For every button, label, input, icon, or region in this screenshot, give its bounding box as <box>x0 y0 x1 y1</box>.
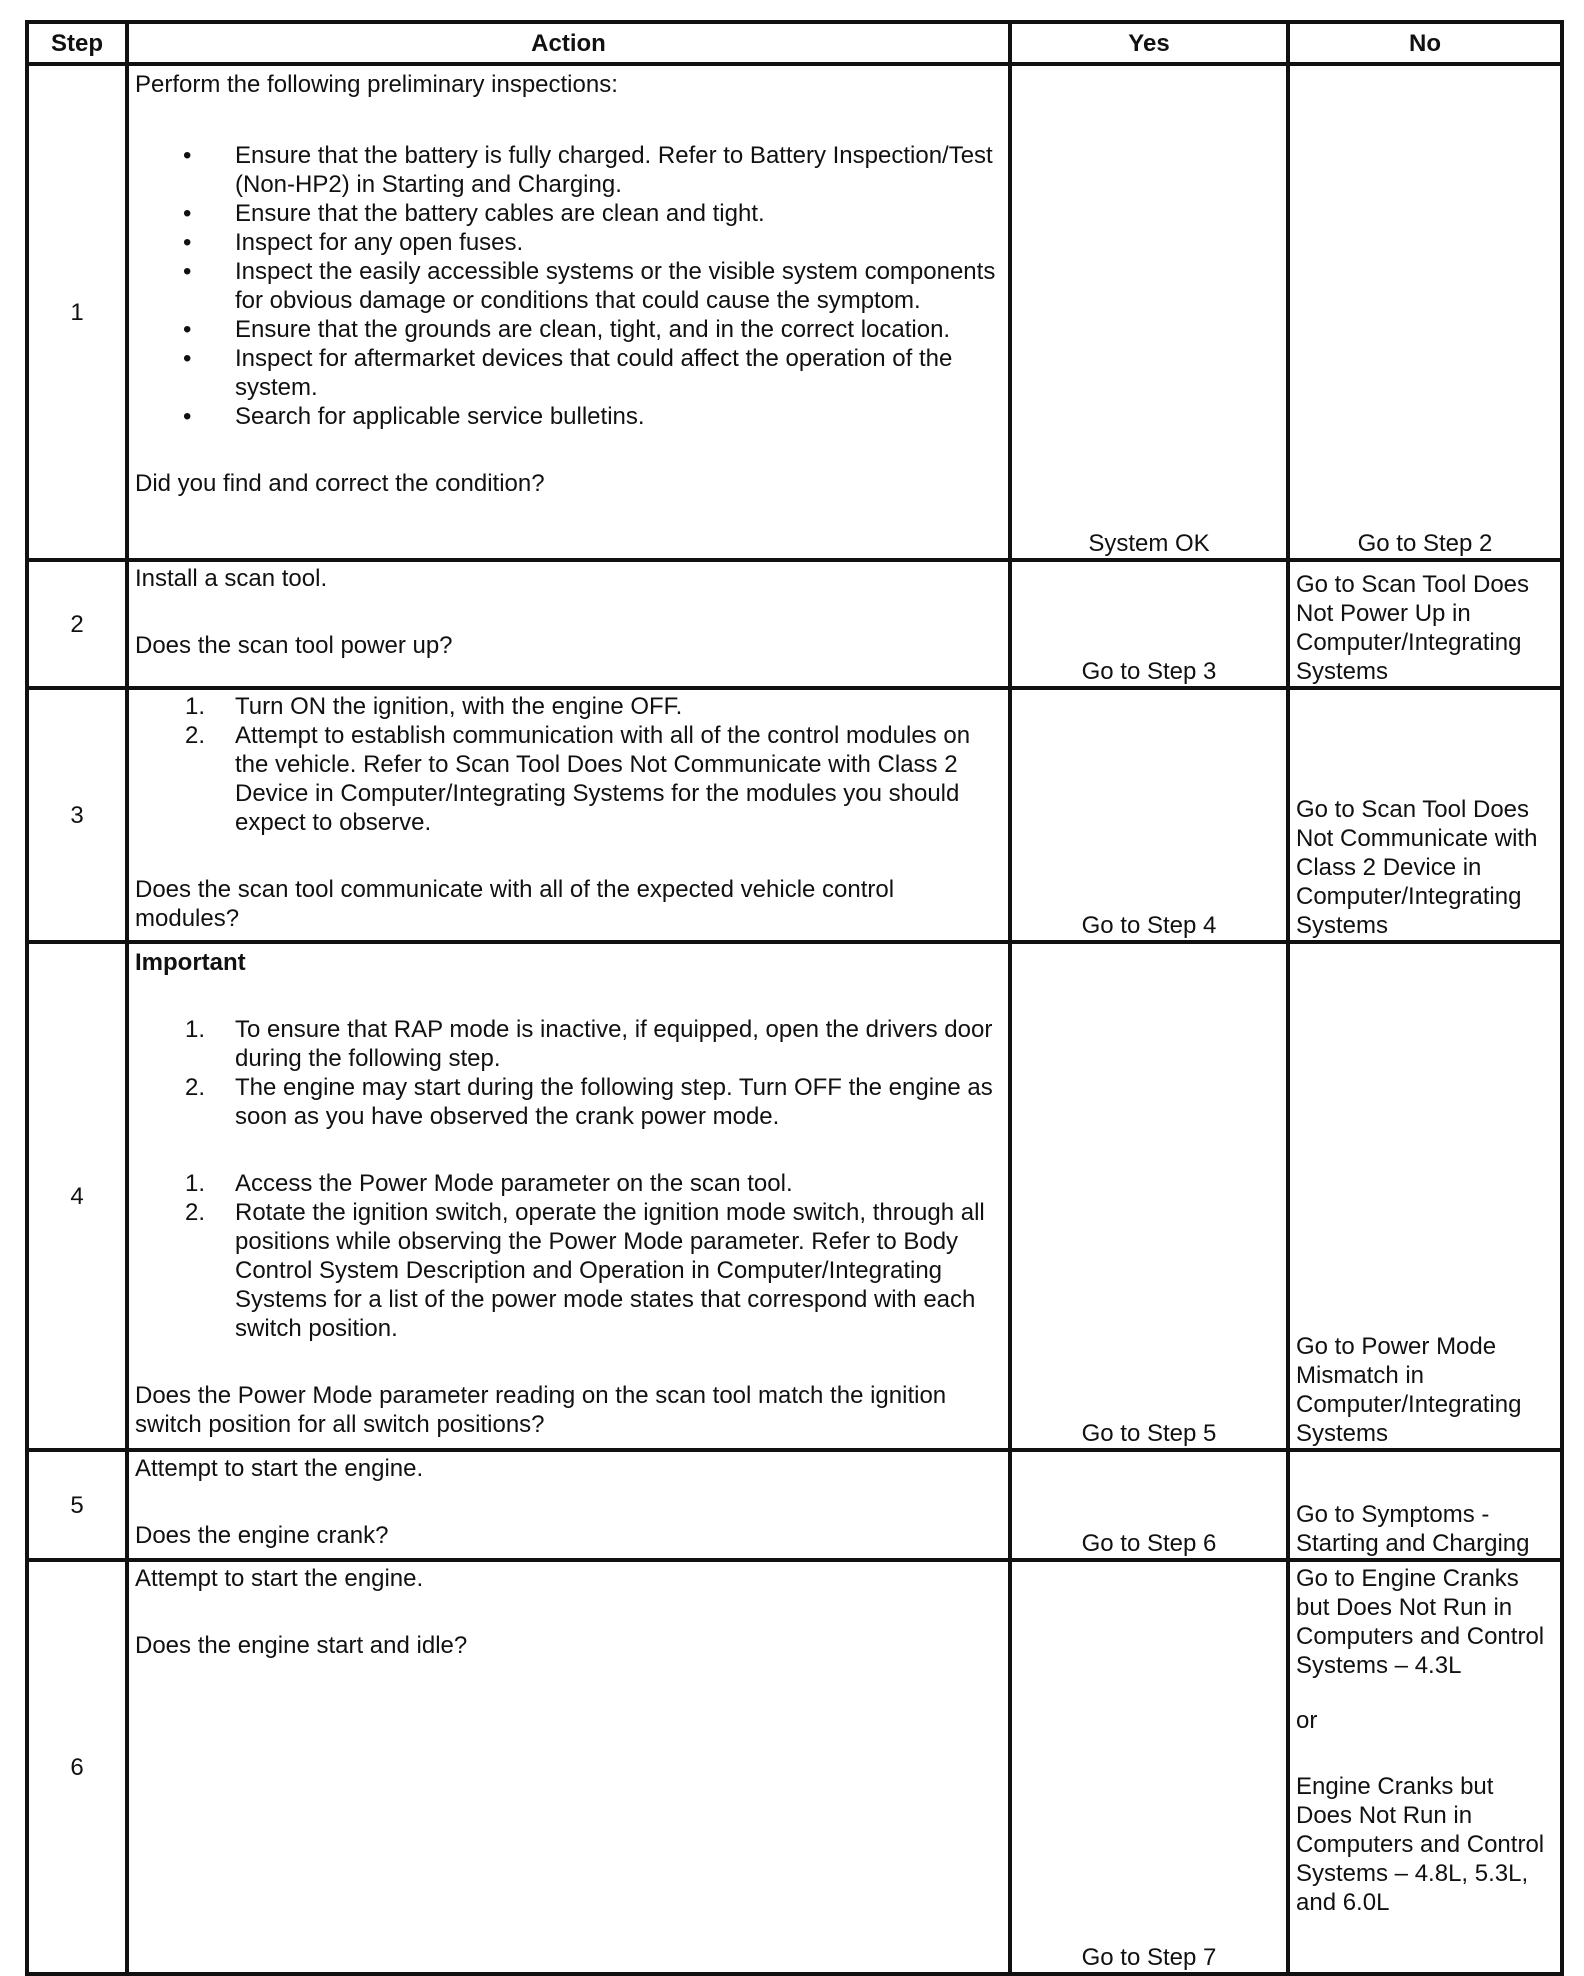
yes-result: Go to Step 3 <box>1010 560 1288 688</box>
step-number: 6 <box>27 1560 127 1974</box>
list-item: • Ensure that the grounds are clean, tight, and in the correct location. <box>183 316 951 343</box>
no-result <box>1288 1560 1562 1974</box>
inspection-list <box>135 141 1002 431</box>
step-number: 5 <box>27 1450 127 1560</box>
action-cell <box>127 64 1010 560</box>
no-result: Go to Symptoms - Starting and Charging <box>1288 1450 1562 1560</box>
yes-result: Go to Step 5 <box>1010 942 1288 1450</box>
yes-result: Go to Step 7 <box>1010 1560 1288 1974</box>
table-row-step-5 <box>27 1450 1562 1560</box>
table-row-step-1 <box>27 64 1562 560</box>
action-question: Did you find and correct the condition? <box>135 470 545 497</box>
action-question: Does the scan tool power up? <box>135 632 453 659</box>
action-question: Does the Power Mode parameter reading on the scan tool match the ignition switch position for all switch positions? <box>135 1382 947 1438</box>
no-result: Go to Step 2 <box>1288 64 1562 560</box>
action-question: Does the engine crank? <box>135 1522 389 1549</box>
list-item: • Inspect for aftermarket devices that could affect the operation of the system. <box>183 345 953 401</box>
numbered-list <box>135 1169 1002 1343</box>
list-item: • Search for applicable service bulletins. <box>183 403 645 430</box>
no-result: Go to Scan Tool Does Not Power Up in Computer/Integrating Systems <box>1288 560 1562 688</box>
list-item: • Inspect the easily accessible systems or the visible system components for obvious damage or conditions that could cause the symptom. <box>183 258 996 314</box>
header-action: Action <box>127 22 1010 64</box>
no-result-or: or <box>1296 1707 1318 1734</box>
action-intro: Attempt to start the engine. <box>135 1565 424 1592</box>
header-row <box>27 22 1562 64</box>
diagnostic-table <box>25 20 1564 1976</box>
list-item: • Ensure that the battery cables are clean and tight. <box>183 200 765 227</box>
step-number: 1 <box>27 64 127 560</box>
list-item: 2. Attempt to establish communication with all of the control modules on the vehicle. Refer to Scan Tool Does Not Communicate with Class 2 Device in Computer/Integrating Systems for the modules you should expect to observe. <box>185 722 971 836</box>
header-step: Step <box>27 22 127 64</box>
table-row-step-3 <box>27 688 1562 942</box>
table-row-step-4 <box>27 942 1562 1450</box>
action-intro: Attempt to start the engine. <box>135 1455 424 1482</box>
action-question: Does the engine start and idle? <box>135 1632 468 1659</box>
no-result-option-2: Engine Cranks but Does Not Run in Computers and Control Systems – 4.8L, 5.3L, and 6.0L <box>1296 1773 1545 1916</box>
action-cell <box>127 560 1010 688</box>
list-item: • Inspect for any open fuses. <box>183 229 524 256</box>
action-cell <box>127 688 1010 942</box>
list-item: 1. To ensure that RAP mode is inactive, if equipped, open the drivers door during the following step. <box>185 1016 993 1072</box>
action-cell <box>127 1450 1010 1560</box>
step-number: 2 <box>27 560 127 688</box>
important-label: Important <box>135 949 246 976</box>
table-row-step-6 <box>27 1560 1562 1974</box>
action-cell <box>127 1560 1010 1974</box>
list-item: • Ensure that the battery is fully charged. Refer to Battery Inspection/Test (Non-HP2) in Starting and Charging. <box>183 142 993 198</box>
numbered-list <box>135 692 1002 837</box>
yes-result: Go to Step 4 <box>1010 688 1288 942</box>
no-result: Go to Scan Tool Does Not Communicate with Class 2 Device in Computer/Integrating Systems <box>1288 688 1562 942</box>
list-item: 1. Access the Power Mode parameter on the scan tool. <box>185 1170 793 1197</box>
header-no: No <box>1288 22 1562 64</box>
header-yes: Yes <box>1010 22 1288 64</box>
step-number: 4 <box>27 942 127 1450</box>
list-item: 1. Turn ON the ignition, with the engine OFF. <box>185 693 683 720</box>
yes-result: Go to Step 6 <box>1010 1450 1288 1560</box>
no-result-option-1: Go to Engine Cranks but Does Not Run in Computers and Control Systems – 4.3L <box>1296 1565 1545 1679</box>
list-item: 2. The engine may start during the following step. Turn OFF the engine as soon as you have observed the crank power mode. <box>185 1074 993 1130</box>
table-row-step-2 <box>27 560 1562 688</box>
step-number: 3 <box>27 688 127 942</box>
action-intro: Perform the following preliminary inspections: <box>135 71 618 98</box>
important-list <box>135 1015 1002 1131</box>
action-question: Does the scan tool communicate with all of the expected vehicle control modules? <box>135 876 895 932</box>
action-intro: Install a scan tool. <box>135 565 328 592</box>
no-result: Go to Power Mode Mismatch in Computer/Integrating Systems <box>1288 942 1562 1450</box>
list-item: 2. Rotate the ignition switch, operate the ignition mode switch, through all positions while observing the Power Mode parameter. Refer to Body Control System Description and Operation in Computer/Integrating Systems for a list of the power mode states that correspond with each switch position. <box>185 1199 985 1342</box>
action-cell <box>127 942 1010 1450</box>
yes-result: System OK <box>1010 64 1288 560</box>
